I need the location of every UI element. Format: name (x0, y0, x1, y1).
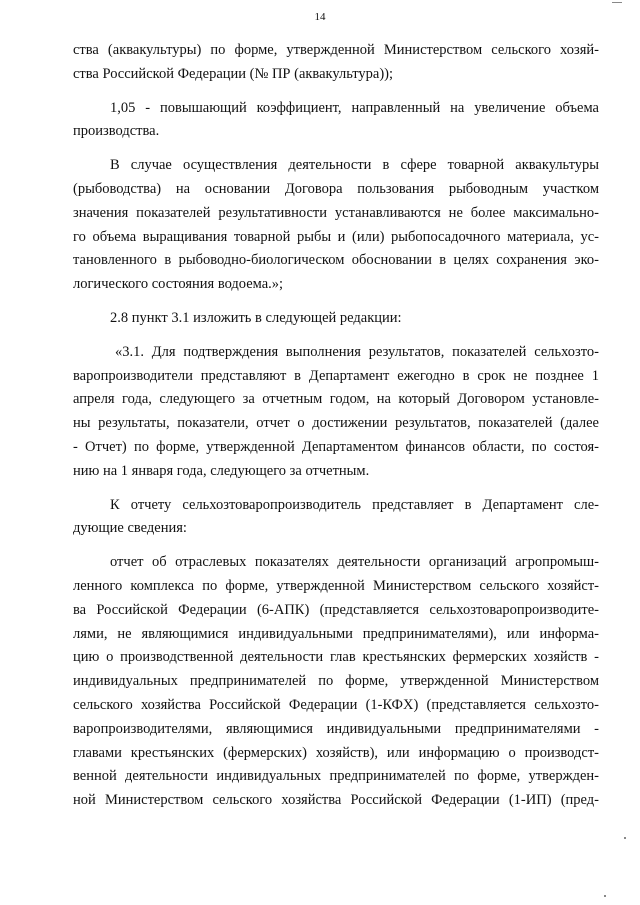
text-line: апреля года, следующего за отчетным годом, на который Договором установле- (73, 391, 599, 408)
scan-artifact (612, 2, 622, 3)
text-line: венной деятельности индивидуальных предпринимателей по форме, утвержден- (73, 768, 599, 785)
text-line: дующие сведения: (73, 520, 187, 537)
text-line: К отчету сельхозтоваропроизводитель представляет в Департамент сле- (110, 496, 599, 513)
scan-artifact (624, 837, 626, 839)
text-line: ства (аквакультуры) по форме, утвержденной Министерством сельского хозяй- (73, 42, 599, 58)
text-line: ленного комплекса по форме, утвержденной Министерством сельского хозяйст- (73, 577, 599, 594)
text-line: тановленного в рыбоводно-биологическом обосновании в целях сохранения эко- (73, 252, 599, 269)
text-line: ва Российской Федерации (6-АПК) (представляется сельхозтоваропроизводите- (73, 601, 599, 618)
document-body (73, 39, 599, 813)
text-line: главами крестьянских (фермерских) хозяйств), или информацию о производст- (73, 744, 599, 761)
text-line: го объема выращивания товарной рыбы и (или) рыбопосадочного материала, ус- (73, 228, 599, 245)
text-line: 2.8 пункт 3.1 изложить в следующей редакции: (110, 309, 402, 326)
text-line: отчет об отраслевых показателях деятельности организаций агропромыш- (110, 554, 599, 571)
text-line: цию о производственной деятельности глав крестьянских фермерских хозяйств - (73, 649, 599, 666)
text-line: значения показателей результативности устанавливаются не более максимально- (73, 204, 599, 221)
text-line: (рыбоводства) на основании Договора пользования рыбоводным участком (73, 180, 599, 197)
text-line: ства Российской Федерации (№ ПР (аквакультура)); (73, 65, 394, 82)
scan-artifact (604, 895, 606, 897)
text-line: ны результаты, показатели, отчет о достижении результатов, показателей (далее (73, 415, 599, 432)
text-line: лями, не являющимися индивидуальными предпринимателями), или информа- (73, 625, 599, 642)
text-line: 1,05 - повышающий коэффициент, направленный на увеличение объема (110, 99, 599, 116)
text-line: логического состояния водоема.»; (73, 276, 284, 293)
text-line: В случае осуществления деятельности в сфере товарной аквакультуры (110, 157, 599, 174)
text-line: варопроизводители представляют в Департамент ежегодно в срок не позднее 1 (73, 367, 599, 384)
text-line: варопроизводителями, являющимися индивидуальными предпринимателями - (73, 720, 599, 737)
text-line: «3.1. Для подтверждения выполнения результатов, показателей сельхозто- (115, 343, 599, 360)
text-line: - Отчет) по форме, утвержденной Департаментом финансов области, по состоя- (73, 438, 599, 455)
text-line: сельского хозяйства Российской Федерации (1-КФХ) (представляется сельхозто- (73, 696, 599, 713)
text-line: производства. (73, 123, 160, 140)
text-line: нию на 1 января года, следующего за отчетным. (73, 462, 370, 479)
text-line: ной Министерством сельского хозяйства Российской Федерации (1-ИП) (пред- (73, 792, 599, 809)
page-number: 14 (314, 11, 326, 23)
text-line: индивидуальных предпринимателей по форме, утвержденной Министерством (73, 673, 599, 690)
